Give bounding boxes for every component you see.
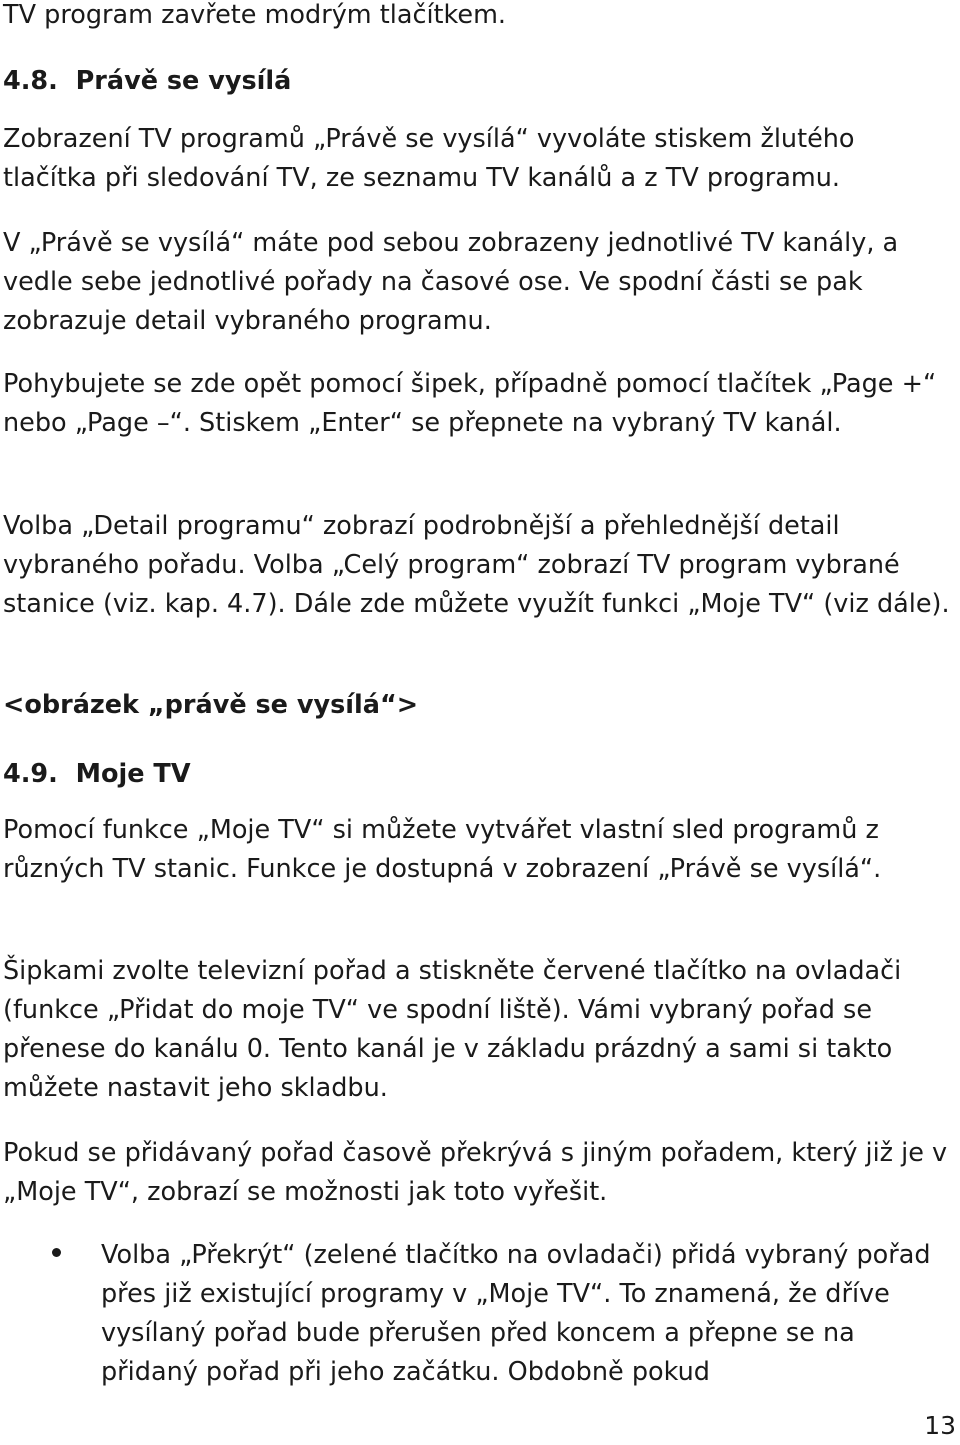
paragraph-6: Šipkami zvolte televizní pořad a stiskněte červené tlačítko na ovladači (funkce „Přidat do moje TV“ ve spodní liště). Vámi vybraný pořad se přenese do kanálu 0. Tento kanál je v základu prázdný a sami si takto můžete nastavit jeho skladbu.: [3, 956, 902, 1103]
page-number: 13: [924, 1411, 956, 1440]
image-placeholder: <obrázek „právě se vysílá“>: [3, 690, 419, 720]
section-4-8-heading: 4.8. Právě se vysílá: [3, 66, 292, 96]
bullet-icon: [52, 1248, 61, 1257]
intro-tail-paragraph: TV program zavřete modrým tlačítkem.: [3, 0, 507, 30]
section-4-9-heading: 4.9. Moje TV: [3, 759, 191, 789]
paragraph-7: Pokud se přidávaný pořad časově překrývá s jiným pořadem, který již je v „Moje TV“, zobrazí se možnosti jak toto vyřešit.: [3, 1138, 948, 1207]
paragraph-1: Zobrazení TV programů „Právě se vysílá“ vyvoláte stiskem žlutého tlačítka při sledování TV, ze seznamu TV kanálů a z TV programu.: [3, 124, 855, 193]
paragraph-2: V „Právě se vysílá“ máte pod sebou zobrazeny jednotlivé TV kanály, a vedle sebe jednotlivé pořady na časové ose. Ve spodní části se pak zobrazuje detail vybraného programu.: [3, 228, 899, 336]
paragraph-5: Pomocí funkce „Moje TV“ si můžete vytvářet vlastní sled programů z různých TV stanic. Funkce je dostupná v zobrazení „Právě se vysílá“.: [3, 815, 882, 884]
paragraph-3: Pohybujete se zde opět pomocí šipek, případně pomocí tlačítek „Page +“ nebo „Page –“. Stiskem „Enter“ se přepnete na vybraný TV kanál.: [3, 369, 937, 438]
paragraph-4: Volba „Detail programu“ zobrazí podrobnější a přehlednější detail vybraného pořadu. Volba „Celý program“ zobrazí TV program vybrané stanice (viz. kap. 4.7). Dále zde můžete využít funkci „Moje TV“ (viz dále).: [3, 511, 950, 619]
bullet-item-1: Volba „Překrýt“ (zelené tlačítko na ovladači) přidá vybraný pořad přes již existující programy v „Moje TV“. To znamená, že dříve vysílaný pořad bude přerušen před koncem a přepne se na přidaný pořad při jeho začátku. Obdobně pokud: [101, 1240, 931, 1387]
